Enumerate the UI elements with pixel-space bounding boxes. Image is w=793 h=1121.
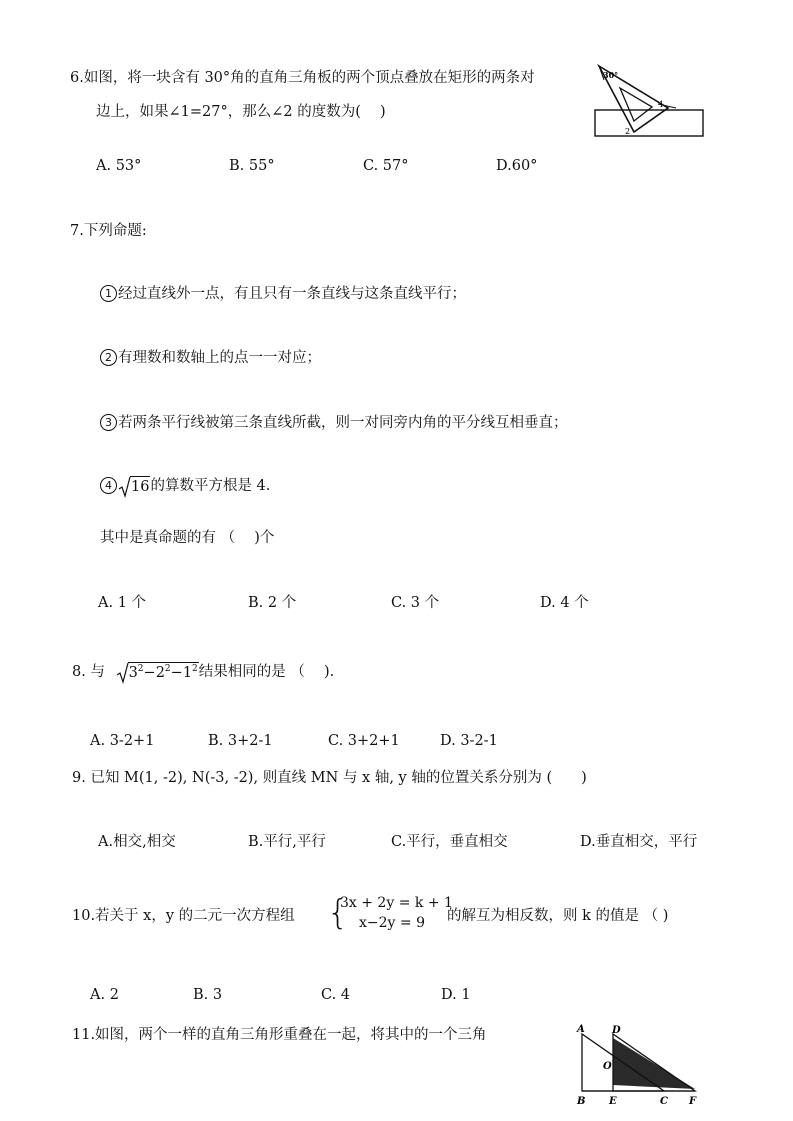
- q6-angle2-label: 2: [625, 127, 631, 136]
- q7-item-4-radicand: 16: [130, 476, 150, 496]
- q6-option-a: A. 53°: [96, 158, 142, 174]
- q7-item-2-number: 2: [100, 349, 117, 366]
- q7-item-4-sqrt: [118, 476, 150, 496]
- q10-equation-1: 3x + 2y = k + 1: [340, 895, 453, 911]
- q9-option-b: B.平行,平行: [248, 834, 326, 850]
- q11-label-o: O: [603, 1061, 612, 1072]
- q8-exp-b: 2: [164, 664, 171, 674]
- q9-stem: 9. 已知 M(1, -2), N(-3, -2), 则直线 MN 与 x 轴, y 轴的位置关系分别为 ( ): [72, 770, 587, 786]
- q7-item-4: [100, 474, 270, 496]
- q7-stem: 7.下列命题:: [70, 223, 147, 239]
- q7-item-1-number: 1: [100, 285, 117, 302]
- q8-stem: [72, 660, 334, 682]
- q7-item-4-number: 4: [100, 477, 117, 494]
- q7-option-b: B. 2 个: [248, 595, 297, 611]
- q10-prefix: 10.若关于 x，y 的二元一次方程组: [72, 908, 295, 924]
- q7-option-c: C. 3 个: [391, 595, 440, 611]
- q7-option-d: D. 4 个: [540, 595, 589, 611]
- q7-item-1-text: 经过直线外一点，有且只有一条直线与这条直线平行；: [118, 286, 466, 302]
- q10-option-c: C. 4: [321, 987, 351, 1003]
- q8-minus-1: −: [143, 665, 156, 681]
- q7-item-4-text: 的算数平方根是 4.: [150, 478, 271, 494]
- q11-label-c: C: [660, 1096, 668, 1107]
- q7-item-3: [100, 411, 568, 432]
- q6-option-d: D.60°: [496, 158, 538, 174]
- q8-exp-a: 2: [137, 664, 144, 674]
- q6-rectangle: [595, 110, 703, 136]
- q10-option-b: B. 3: [193, 987, 223, 1003]
- q7-option-a: A. 1 个: [98, 595, 147, 611]
- q9-option-d: D.垂直相交，平行: [580, 834, 698, 850]
- q6-figure: [592, 58, 710, 140]
- q6-angle1-label: 1: [659, 100, 665, 109]
- q7-item-2: [100, 346, 321, 367]
- q8-option-a: A. 3-2+1: [90, 733, 155, 749]
- q8-sqrt: [116, 662, 199, 682]
- q6-option-b: B. 55°: [229, 158, 275, 174]
- q8-option-d: D. 3-2-1: [440, 733, 498, 749]
- q7-item-1: [100, 282, 466, 303]
- q11-label-b: B: [577, 1096, 586, 1107]
- q10-option-d: D. 1: [441, 987, 471, 1003]
- q8-suffix: 结果相同的是 （ ).: [198, 664, 335, 680]
- q11-stem: 11.如图，两个一样的直角三角形重叠在一起，将其中的一个三角: [72, 1027, 487, 1043]
- q10-option-a: A. 2: [90, 987, 119, 1003]
- q8-exp-c: 2: [192, 664, 198, 674]
- q9-option-a: A.相交,相交: [98, 834, 176, 850]
- q8-option-b: B. 3+2-1: [208, 733, 273, 749]
- q11-figure: [570, 1022, 702, 1118]
- q8-base-a: 3: [128, 665, 138, 681]
- q7-item-2-text: 有理数和数轴上的点一一对应；: [118, 350, 321, 366]
- q11-label-f: F: [689, 1096, 697, 1107]
- q10-brace: {: [327, 893, 349, 933]
- q6-stem-line1: 6.如图，将一块含有 30°角的直角三角板的两个顶点叠放在矩形的两条对: [70, 70, 535, 86]
- q8-base-b: 2: [155, 665, 165, 681]
- q8-option-c: C. 3+2+1: [328, 733, 400, 749]
- q6-angle30-label: 30°: [603, 70, 619, 80]
- q11-label-e: E: [609, 1096, 617, 1107]
- q11-label-d: D: [612, 1025, 621, 1036]
- q8-radicand: [128, 662, 199, 682]
- q7-question: 其中是真命题的有 （ )个: [100, 530, 275, 546]
- q8-prefix: 8. 与: [72, 664, 105, 680]
- q10-equation-2: x−2y = 9: [359, 915, 425, 931]
- q8-minus-2: −: [170, 665, 183, 681]
- q8-base-c: 1: [182, 665, 193, 681]
- q9-option-c: C.平行，垂直相交: [391, 834, 508, 850]
- q11-label-a: A: [577, 1024, 585, 1035]
- q6-stem-line2: 边上，如果∠1=27°，那么∠2 的度数为( ): [96, 104, 386, 120]
- q7-item-3-number: 3: [100, 414, 117, 431]
- q10-suffix: 的解互为相反数，则 k 的值是 （ ): [447, 908, 669, 924]
- q7-item-3-text: 若两条平行线被第三条直线所截，则一对同旁内角的平分线互相垂直；: [118, 415, 568, 431]
- q6-option-c: C. 57°: [363, 158, 409, 174]
